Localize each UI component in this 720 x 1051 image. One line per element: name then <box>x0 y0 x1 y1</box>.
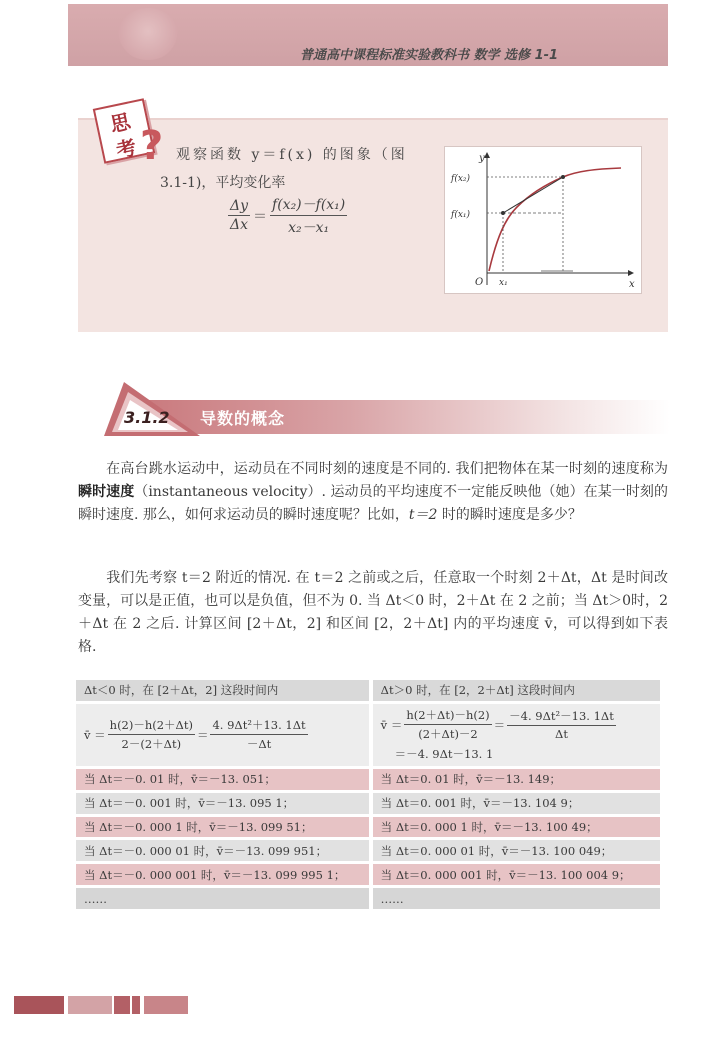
table-cell-right: 当 Δt＝0. 001 时，v̄＝－13. 104 9； <box>371 791 660 815</box>
formula-left-den1: 2－(2＋Δt) <box>121 737 182 752</box>
para1-t-expr: t＝2 <box>408 507 438 523</box>
table-header-right: Δt＞0 时，在 [2，2＋Δt] 这段时间内 <box>371 680 660 702</box>
section-title: 导数的概念 <box>200 409 286 428</box>
think-text-line1: 观察函数 y＝f(x) 的图象（图 <box>176 147 408 163</box>
footer-bar <box>132 996 140 1014</box>
formula-right-lhs: v̄ ＝ <box>380 717 403 732</box>
table-header-left: Δt＜0 时，在 [2＋Δt，2] 这段时间内 <box>76 680 371 702</box>
question-mark-icon: ? <box>140 123 164 169</box>
formula-rhs-denominator: x₂－x₁ <box>288 220 330 236</box>
formula-left-den2: －Δt <box>246 737 272 752</box>
table-formula-row <box>76 702 660 767</box>
table-cell-left: 当 Δt＝－0. 000 001 时，v̄＝－13. 099 995 1； <box>76 863 371 887</box>
paragraph-instantaneous-velocity <box>78 458 668 527</box>
table-row <box>76 791 660 815</box>
formula-right-den1: (2＋Δt)－2 <box>418 727 478 742</box>
table-ellipsis-row <box>76 887 660 911</box>
footer-bar <box>144 996 188 1014</box>
badge-char-ponder: 考 <box>114 135 139 163</box>
table-row <box>76 863 660 887</box>
footer-bar <box>68 996 112 1014</box>
para1-part1: 在高台跳水运动中，运动员在不同时刻的速度是不同的. 我们把物体在某一时刻的速度称为 <box>106 461 668 477</box>
table-cell-left: 当 Δt＝－0. 000 01 时，v̄＝－13. 099 951； <box>76 839 371 863</box>
table-header-row <box>76 680 660 702</box>
section-banner <box>96 380 670 440</box>
formula-dy: Δy <box>230 198 249 214</box>
section-number: 3.1.2 <box>124 408 170 427</box>
footer-bar <box>114 996 130 1014</box>
para1-part3: 时的瞬时速度是多少？ <box>437 507 582 523</box>
function-graph-figure <box>444 146 642 294</box>
formula-cell-left <box>76 702 371 767</box>
secant-line <box>503 177 563 213</box>
formula-equals: ＝ <box>253 208 268 225</box>
formula-left-eq: ＝ <box>196 727 209 742</box>
formula-left-lhs: v̄ ＝ <box>84 727 106 742</box>
formula-left-num2: 4. 9Δt²＋13. 1Δt <box>210 717 307 735</box>
table-row <box>76 815 660 839</box>
term-instantaneous-velocity: 瞬时速度 <box>78 484 135 500</box>
table-cell-right: 当 Δt＝0. 000 001 时，v̄＝－13. 100 004 9； <box>371 863 660 887</box>
footer-bar <box>14 996 64 1014</box>
graph-y-label: y <box>479 153 485 164</box>
average-rate-formula <box>228 194 347 237</box>
formula-rhs-numerator: f(x₂)－f(x₁) <box>270 194 347 216</box>
formula-right-eq: ＝ <box>493 717 506 732</box>
table-cell-left: 当 Δt＝－0. 01 时，v̄＝－13. 051； <box>76 768 371 792</box>
velocity-table <box>76 680 660 912</box>
function-curve <box>489 168 621 271</box>
paragraph-average-velocity <box>78 567 668 659</box>
table-cell-right: 当 Δt＝0. 000 01 时，v̄＝－13. 100 049； <box>371 839 660 863</box>
graph-x1-label: x₁ <box>499 278 508 288</box>
point-x1 <box>501 211 505 215</box>
think-badge-icon <box>88 95 170 175</box>
para2-text: 我们先考察 t＝2 附近的情况. 在 t＝2 之前或之后，任意取一个时刻 2＋Δt，Δt 是时间改变量，可以是正值，也可以是负值，但不为 0. 当 Δt＜0 时，2＋Δt 在 2 之前；当 Δt＞0时，2＋Δt 在 2 之后. 计算区间 [2＋Δt，2] 和区间 [2，2＋Δt] 内的平均速度 v̄，可以得到如下表格. <box>78 570 668 655</box>
graph-origin-label: O <box>475 277 484 288</box>
table-ellipsis-right: …… <box>371 887 660 911</box>
table-cell-right: 当 Δt＝0. 000 1 时，v̄＝－13. 100 49； <box>371 815 660 839</box>
book-title: 普通高中课程标准实验教科书 数学 选修 1-1 <box>300 48 559 63</box>
formula-cell-right <box>371 702 660 767</box>
formula-dx: Δx <box>230 217 249 233</box>
table-cell-right: 当 Δt＝0. 01 时，v̄＝－13. 149； <box>371 768 660 792</box>
badge-char-think: 思 <box>108 109 133 137</box>
para1-part2: （instantaneous velocity）. 运动员的平均速度不一定能反映他（她）在某一时刻的瞬时速度. 那么，如何求运动员的瞬时速度呢？比如， <box>78 484 668 523</box>
formula-left-num1: h(2)－h(2＋Δt) <box>108 717 195 735</box>
formula-right-num2: －4. 9Δt²－13. 1Δt <box>507 708 616 726</box>
think-text-line2: 3.1-1)，平均变化率 <box>160 175 286 191</box>
formula-right-den2: Δt <box>555 727 568 742</box>
formula-right-num1: h(2＋Δt)－h(2) <box>404 707 491 725</box>
table-ellipsis-left: …… <box>76 887 371 911</box>
table-cell-left: 当 Δt＝－0. 000 1 时，v̄＝－13. 099 51； <box>76 815 371 839</box>
function-graph-svg <box>445 147 641 293</box>
graph-fx2-label: f(x₂) <box>451 174 471 184</box>
table-row <box>76 839 660 863</box>
formula-right-second-line: ＝－4. 9Δt－13. 1 <box>394 747 494 762</box>
header-logo-watermark <box>118 8 178 60</box>
table-row <box>76 768 660 792</box>
point-x2 <box>561 175 565 179</box>
table-cell-left: 当 Δt＝－0. 001 时，v̄＝－13. 095 1； <box>76 791 371 815</box>
graph-x-label: x <box>629 279 635 290</box>
graph-fx1-label: f(x₁) <box>451 210 471 220</box>
